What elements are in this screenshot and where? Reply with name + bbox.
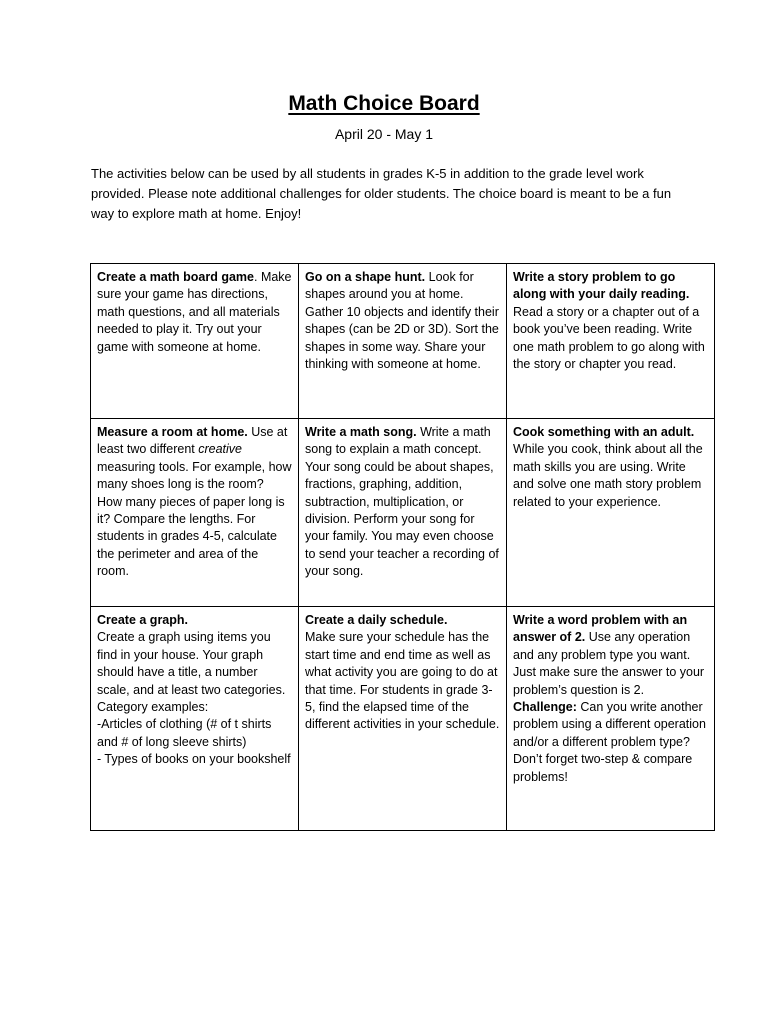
board-cell-cook-something [507,419,715,607]
cell-text: Use any operation and any problem type you want. Just make sure the answer to your problem’s question is 2. [513,630,705,697]
board-cell-word-problem [507,607,715,831]
cell-heading: Create a graph. [97,613,189,627]
page-title-text: Math Choice Board [288,92,480,115]
cell-text: Use at least two different [97,425,288,457]
board-cell-story-problem [507,264,715,419]
cell-text: Read a story or a chapter out of a book you’ve been reading. Write one math problem to go along with the story or chapter you read. [513,304,705,372]
challenge-label: Challenge: [513,700,577,715]
cell-text-emphasis: creative [198,442,242,457]
category-example: - Types of books on your bookshelf [97,752,291,767]
cell-heading: Go on a shape hunt. [305,270,426,284]
cell-text: Write a math song to explain a math concept. Your song could be about shapes, fractions, graphing, addition, subtraction, multiplication, or division. Perform your song for your family. You may even choose to send your teacher a recording of your song. [305,425,499,579]
board-cell-math-board-game [91,264,299,419]
cell-text: Look for shapes around you at home. Gather 10 objects and identify their shapes (can be 2D or 3D). Sort the shapes in some way. Share your thinking with someone at home. [305,270,499,372]
table-row [91,607,715,831]
cell-text: While you cook, think about all the math skills you are using. Write and solve one math story problem related to your experience. [513,442,703,509]
board-cell-math-song [299,419,507,607]
intro-paragraph: The activities below can be used by all students in grades K-5 in addition to the grade level work provided. Please note additional challenges for older students. The choice board is meant to be a fun way to explore math at home. Enjoy! [91,166,672,221]
table-row [91,419,715,607]
cell-text: measuring tools. For example, how many shoes long is the room? How many pieces of paper long is it? Compare the lengths. For students in grades 4-5, calculate the perimeter and area of the room. [97,459,292,579]
date-range: April 20 - May 1 [334,126,434,142]
table-row [91,264,715,419]
cell-heading: Write a story problem to go along with your daily reading. [513,270,690,302]
page-title [0,92,768,116]
board-cell-daily-schedule [299,607,507,831]
cell-text: Make sure your schedule has the start time and end time as well as what activity you are going to do at that time. For students in grade 3-5, find the elapsed time of the different activities in your schedule. [305,630,500,732]
cell-heading: Cook something with an adult. [513,425,695,439]
cell-heading: Create a daily schedule. [305,613,448,627]
board-cell-create-graph [91,607,299,831]
board-cell-measure-room [91,419,299,607]
choice-board-table [90,263,715,831]
cell-heading: Create a math board game [97,270,254,284]
board-cell-shape-hunt [299,264,507,419]
cell-heading: Write a word problem with an answer of 2. [513,613,688,645]
category-example: -Articles of clothing (# of t shirts and # of long sleeve shirts) [97,717,272,749]
category-examples-label: Category examples: [97,700,209,715]
cell-heading: Measure a room at home. [97,425,248,439]
cell-text: . Make sure your game has directions, math questions, and all materials needed to play it. Try out your game with someone at home. [97,270,292,354]
challenge-text: Can you write another problem using a different operation and/or a different problem type? Don’t forget two-step & compare problems! [513,700,706,784]
cell-heading: Write a math song. [305,425,417,439]
cell-text: Create a graph using items you find in your house. Your graph should have a title, a number scale, and at least two categories. [97,630,286,697]
